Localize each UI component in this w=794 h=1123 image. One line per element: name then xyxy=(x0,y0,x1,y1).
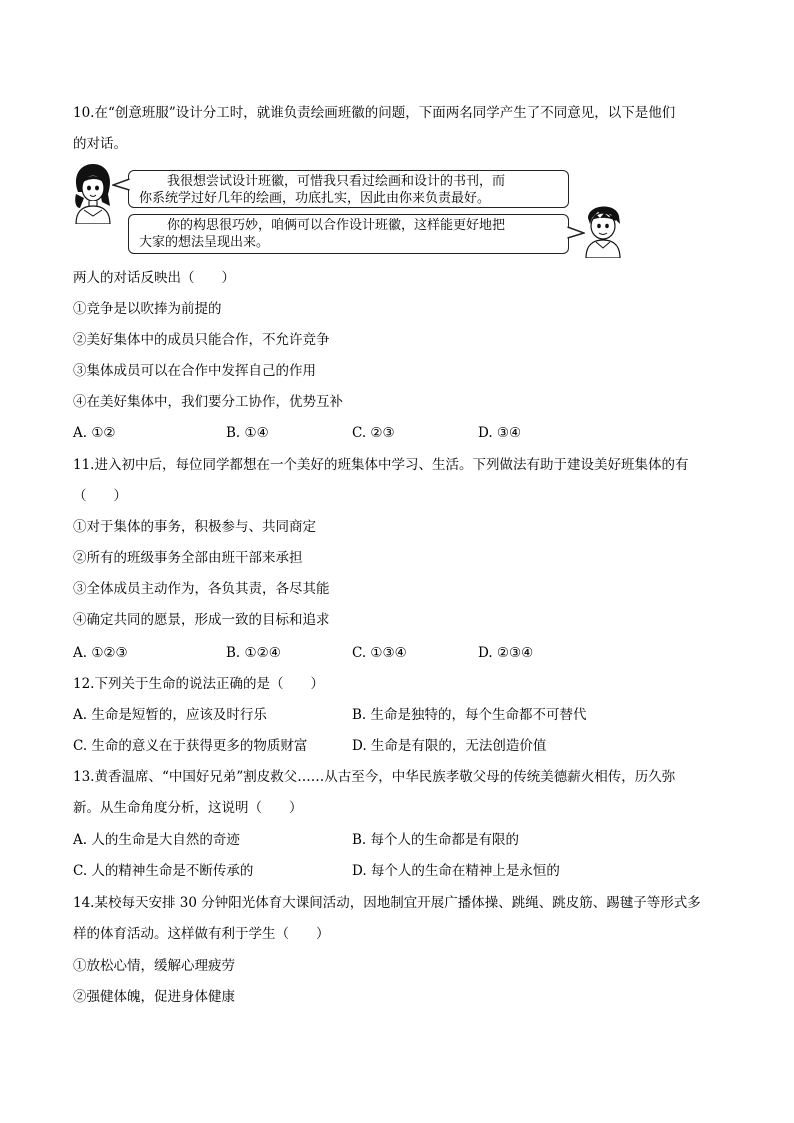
girl-bubble-line2: 你系统学过好几年的绘画，功底扎实，因此由你来负责最好。 xyxy=(139,191,491,206)
q10-option-a[interactable]: A. ①② xyxy=(73,425,116,441)
q10-option-d[interactable]: D. ③④ xyxy=(478,425,522,441)
q12-option-c[interactable]: C. 生命的意义在于获得更多的物质财富 xyxy=(73,738,308,754)
q10-item-3: ③集体成员可以在合作中发挥自己的作用 xyxy=(73,363,316,379)
q12-option-a[interactable]: A. 生命是短暂的，应该及时行乐 xyxy=(73,707,267,723)
boy-cartoon-figure xyxy=(582,200,624,258)
q10-stem-line1: 10.在“创意班服”设计分工时，就谁负责绘画班徽的问题，下面两名同学产生了不同意见，以下是他们 xyxy=(73,105,676,121)
q11-item-1: ①对于集体的事务，积极参与、共同商定 xyxy=(73,519,316,535)
q11-option-a[interactable]: A. ①②③ xyxy=(73,645,128,661)
q11-item-3: ③全体成员主动作为，各负其责，各尽其能 xyxy=(73,581,330,597)
q11-item-2: ②所有的班级事务全部由班干部来承担 xyxy=(73,550,303,566)
girl-bubble-line1: 我很想尝试设计班徽，可惜我只看过绘画和设计的书刊，而 xyxy=(167,174,506,189)
q10-stem-line2: 的对话。 xyxy=(73,136,127,152)
q10-option-c[interactable]: C. ②③ xyxy=(352,425,395,441)
q13-option-c[interactable]: C. 人的精神生命是不断传承的 xyxy=(73,863,254,879)
girl-cartoon-figure xyxy=(70,162,116,224)
girl-bubble-tail xyxy=(112,178,130,192)
q14-stem-line2: 样的体育活动。这样做有利于学生（ ） xyxy=(73,926,330,942)
q10-option-b[interactable]: B. ①④ xyxy=(226,425,269,441)
q10-question: 两人的对话反映出（ ） xyxy=(73,270,235,286)
q12-stem: 12.下列关于生命的说法正确的是（ ） xyxy=(73,676,324,692)
q11-stem-line1: 11.进入初中后，每位同学都想在一个美好的班集体中学习、生活。下列做法有助于建设美好班集体的有 xyxy=(73,457,689,473)
q13-stem-line2: 新。从生命角度分析，这说明（ ） xyxy=(73,800,303,816)
q13-option-d[interactable]: D. 每个人的生命在精神上是永恒的 xyxy=(352,863,560,879)
q13-option-a[interactable]: A. 人的生命是大自然的奇迹 xyxy=(73,832,240,848)
q12-option-d[interactable]: D. 生命是有限的，无法创造价值 xyxy=(352,738,547,754)
q14-stem-line1: 14.某校每天安排 30 分钟阳光体育大课间活动，因地制宜开展广播体操、跳绳、跳皮筋、踢毽子等形式多 xyxy=(73,895,701,911)
girl-speech-bubble xyxy=(128,170,569,208)
boy-speech-bubble xyxy=(128,214,569,254)
q10-item-1: ①竞争是以吹捧为前提的 xyxy=(73,301,222,317)
q14-item-1: ①放松心情，缓解心理疲劳 xyxy=(73,958,235,974)
q13-stem-line1: 13.黄香温席、“中国好兄弟”割皮救父……从古至今，中华民族孝敬父母的传统美德薪火相传，历久弥 xyxy=(73,769,676,785)
q10-item-4: ④在美好集体中，我们要分工协作，优势互补 xyxy=(73,394,343,410)
boy-bubble-line1: 你的构思很巧妙，咱俩可以合作设计班徽，这样能更好地把 xyxy=(167,218,506,233)
q11-option-d[interactable]: D. ②③④ xyxy=(478,645,534,661)
q11-option-c[interactable]: C. ①③④ xyxy=(352,645,407,661)
q11-item-4: ④确定共同的愿景，形成一致的目标和追求 xyxy=(73,612,330,628)
q10-item-2: ②美好集体中的成员只能合作，不允许竞争 xyxy=(73,332,330,348)
q11-stem-line2: （ ） xyxy=(73,488,127,504)
q12-option-b[interactable]: B. 生命是独特的，每个生命都不可替代 xyxy=(352,707,587,723)
q13-option-b[interactable]: B. 每个人的生命都是有限的 xyxy=(352,832,520,848)
q14-item-2: ②强健体魄，促进身体健康 xyxy=(73,989,235,1005)
boy-bubble-line2: 大家的想法呈现出来。 xyxy=(139,235,270,250)
q11-option-b[interactable]: B. ①②④ xyxy=(226,645,281,661)
